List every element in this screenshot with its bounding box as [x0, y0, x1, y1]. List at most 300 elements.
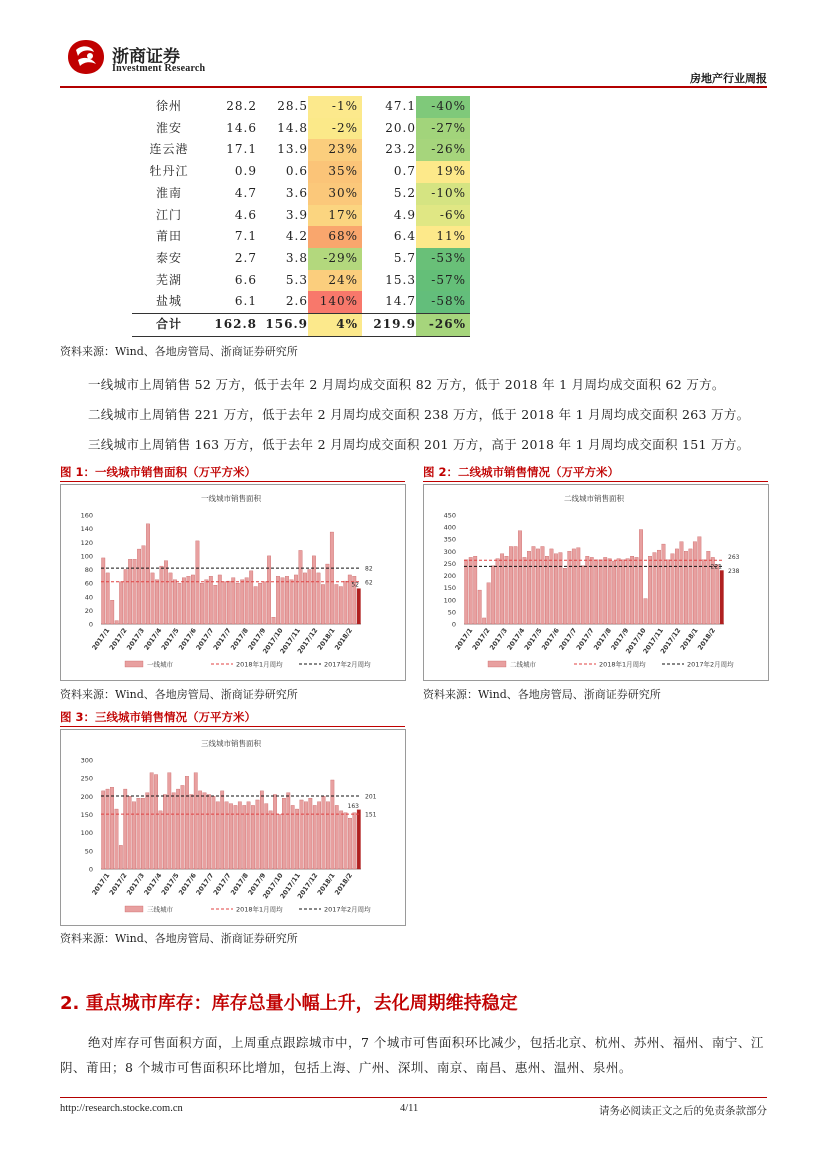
bar: [128, 796, 131, 869]
bar: [527, 551, 530, 624]
x-tick-label: 2017/8: [229, 626, 250, 652]
value-cell: 5.3: [285, 272, 308, 287]
legend-label: 2017年2月周均: [687, 660, 734, 669]
figure1-title: 图 1：一线城市销售面积（万平方米）: [60, 465, 257, 479]
bar: [554, 554, 557, 624]
change-cell: 140%: [308, 291, 362, 313]
change-cell: -27%: [416, 118, 470, 140]
x-tick-label: 2017/4: [505, 626, 527, 652]
bar: [254, 587, 257, 624]
x-tick-label: 2017/11: [278, 626, 302, 656]
y-tick-label: 0: [88, 865, 93, 874]
change-cell: -26%: [416, 314, 470, 337]
x-tick-label: 2017/5: [159, 626, 181, 652]
bar: [137, 549, 140, 624]
value-cell: 219.9: [362, 314, 416, 337]
y-tick-label: 450: [443, 511, 456, 520]
x-tick-label: 2017/1: [90, 626, 112, 652]
bar: [304, 802, 307, 869]
bar: [300, 800, 303, 869]
value-cell: 17.1: [226, 142, 257, 157]
section-heading: 2. 重点城市库存：库存总量小幅上升，去化周期维持稳定: [60, 993, 518, 1014]
bar: [684, 551, 687, 624]
x-tick-label: 2017/4: [142, 871, 164, 897]
bar: [590, 557, 593, 624]
bar: [666, 560, 669, 624]
city-name-cell: 牡丹江: [149, 164, 189, 179]
bar: [196, 541, 199, 624]
x-tick-label: 2017/12: [295, 626, 320, 656]
change-cell: -57%: [416, 270, 470, 292]
bar: [278, 815, 281, 870]
change-cell: -6%: [416, 205, 470, 227]
y-tick-label: 120: [80, 538, 93, 547]
table-row: [132, 248, 470, 270]
bar: [698, 537, 701, 624]
bar: [285, 576, 288, 624]
bar: [671, 554, 674, 624]
bar: [150, 773, 153, 869]
legend-label: 2017年2月周均: [324, 905, 371, 914]
bar: [478, 590, 481, 624]
legend-swatch: [125, 661, 143, 667]
x-tick-label: 2017/9: [609, 626, 631, 652]
bar: [317, 573, 320, 624]
bar: [263, 582, 266, 624]
y-tick-label: 100: [80, 829, 93, 838]
table-row: [132, 161, 470, 183]
figure2-chart: [423, 484, 769, 681]
figure2-title-rule: [423, 481, 768, 482]
value-cell: 47.1: [385, 99, 416, 113]
city-name-cell: 江门: [155, 207, 182, 222]
bar: [716, 565, 719, 624]
company-logo-icon: [66, 38, 106, 76]
table-row: [132, 270, 470, 292]
x-tick-label: 2017/9: [246, 626, 268, 652]
bar: [294, 575, 297, 624]
bar: [137, 798, 140, 869]
bar: [216, 802, 219, 869]
x-tick-label: 2017/10: [624, 626, 648, 656]
footer-disclaimer: 请务必阅读正文之后的免责条款部分: [599, 1105, 767, 1117]
y-tick-label: 200: [443, 572, 456, 581]
y-tick-label: 200: [80, 792, 93, 801]
city-name-cell: 淮南: [155, 185, 182, 200]
bar: [487, 583, 490, 624]
bar: [273, 795, 276, 869]
bar: [115, 809, 118, 869]
bar: [185, 776, 188, 869]
bar: [146, 793, 149, 869]
city-sales-table: [132, 96, 470, 337]
bar: [281, 578, 284, 624]
bar: [639, 530, 642, 624]
value-cell: 15.3: [385, 272, 416, 287]
table-row: [132, 96, 470, 118]
bar: [290, 580, 293, 624]
figure1-chart: [60, 484, 406, 681]
x-tick-label: 2017/5: [522, 626, 544, 652]
bar: [693, 542, 696, 624]
bar: [581, 566, 584, 624]
bar: [200, 583, 203, 624]
y-tick-label: 100: [443, 596, 456, 605]
bar: [357, 810, 360, 869]
bar: [101, 791, 104, 869]
value-cell: 4.2: [285, 229, 308, 244]
city-name-cell: 徐州: [155, 99, 182, 113]
figure3-title: 图 3：三线城市销售情况（万平方米）: [60, 710, 257, 724]
bar: [236, 583, 239, 624]
chart-title: 三线城市销售面积: [201, 739, 261, 748]
value-cell: 3.9: [285, 207, 308, 222]
bar: [276, 576, 279, 624]
x-tick-label: 2017/1: [90, 871, 112, 897]
x-tick-label: 2018/1: [678, 626, 700, 652]
bar: [178, 583, 181, 624]
bar: [482, 618, 485, 624]
table-row: [132, 205, 470, 227]
change-cell: -1%: [308, 96, 362, 118]
bar: [500, 554, 503, 624]
table-row: [132, 139, 470, 161]
y-tick-label: 40: [84, 593, 93, 602]
city-name-cell: 泰安: [155, 250, 182, 265]
value-cell: 23.2: [385, 142, 416, 157]
figure3-source: 资料来源：Wind、各地房管局、浙商证券研究所: [60, 932, 298, 945]
bar: [353, 813, 356, 869]
bar: [176, 789, 179, 869]
bar: [194, 773, 197, 869]
bar: [225, 802, 228, 869]
change-cell: 23%: [308, 139, 362, 161]
y-tick-label: 0: [88, 620, 93, 629]
bar: [612, 561, 615, 624]
bar: [203, 793, 206, 869]
x-tick-label: 2018/1: [315, 871, 337, 897]
x-tick-label: 2017/2: [470, 626, 492, 652]
legend-label: 三线城市: [147, 905, 173, 914]
city-name-cell: 莆田: [155, 229, 182, 244]
change-cell: 17%: [308, 205, 362, 227]
bar: [243, 805, 246, 869]
report-type-label: 房地产行业周报: [690, 72, 767, 85]
bar: [702, 560, 705, 624]
bar: [626, 559, 629, 624]
bar: [128, 559, 131, 624]
figure1-title-rule: [60, 481, 405, 482]
change-cell: 4%: [308, 314, 362, 337]
bar: [344, 581, 347, 624]
bar: [491, 566, 494, 624]
bar: [258, 583, 261, 624]
bar: [182, 578, 185, 624]
legend-label: 2018年1月周均: [236, 660, 283, 669]
bar: [164, 561, 167, 624]
bar: [313, 805, 316, 869]
bar: [269, 811, 272, 869]
x-tick-label: 2017/7: [574, 626, 596, 652]
company-name-cn: 浙商证券: [112, 47, 180, 67]
bar: [133, 559, 136, 624]
footer-url[interactable]: http://research.stocke.com.cn: [60, 1103, 183, 1114]
city-name-cell: 合计: [132, 314, 206, 337]
section-body: 绝对库存可售面积方面，上周重点跟踪城市中，7 个城市可售面积环比减少，包括北京、杭州、苏州、福州、南宁、江阴、莆田；8 个城市可售面积环比增加，包括上海、广州、深圳、南京、南昌、惠州、温州、泉州。: [60, 1035, 764, 1075]
x-tick-label: 2017/3: [125, 871, 146, 897]
bar: [106, 573, 109, 624]
bar: [163, 795, 166, 869]
bar: [218, 575, 221, 624]
change-cell: -58%: [416, 291, 470, 313]
value-cell: 0.7: [393, 164, 416, 179]
city-name-cell: 盐城: [155, 294, 182, 309]
chart-title: 二线城市销售面积: [564, 494, 624, 503]
x-tick-label: 2017/6: [540, 626, 561, 652]
bar: [141, 798, 144, 869]
value-cell: 0.6: [285, 164, 308, 179]
value-cell: 5.2: [393, 185, 416, 200]
change-cell: 11%: [416, 226, 470, 248]
bar: [509, 546, 512, 624]
bar: [238, 802, 241, 869]
bar: [231, 578, 234, 624]
bar: [110, 787, 113, 869]
bar: [469, 557, 472, 624]
bar: [190, 795, 193, 869]
x-tick-label: 2018/2: [333, 871, 354, 897]
value-cell: 14.8: [277, 120, 308, 135]
bar: [287, 793, 290, 869]
bar: [106, 789, 109, 869]
bar: [209, 576, 212, 624]
header-divider: [60, 86, 767, 88]
bar: [523, 557, 526, 624]
value-cell: 4.6: [234, 207, 257, 222]
value-cell: 6.6: [234, 272, 257, 287]
bar: [344, 813, 347, 869]
x-tick-label: 2017/11: [278, 871, 302, 901]
bar: [339, 811, 342, 869]
bar: [464, 560, 467, 624]
bar: [653, 553, 656, 624]
figure2-title: 图 2：二线城市销售情况（万平方米）: [423, 465, 620, 479]
bar: [514, 546, 517, 624]
bar: [256, 800, 259, 869]
change-cell: 30%: [308, 183, 362, 205]
change-cell: -53%: [416, 248, 470, 270]
company-name-en: Investment Research: [112, 63, 206, 74]
bar: [234, 805, 237, 869]
bar: [155, 580, 158, 624]
x-tick-label: 2017/7: [211, 871, 233, 897]
value-cell: 2.7: [234, 250, 257, 265]
y-tick-label: 20: [84, 606, 93, 615]
hline-label: 151: [365, 811, 377, 819]
bar: [260, 791, 263, 869]
bar: [169, 573, 172, 624]
bar: [272, 617, 275, 624]
table-row: [132, 183, 470, 205]
bar: [617, 559, 620, 624]
value-cell: 4.7: [234, 185, 257, 200]
legend-swatch: [125, 906, 143, 912]
footer-divider: [60, 1097, 767, 1098]
x-tick-label: 2018/2: [696, 626, 717, 652]
bar: [308, 570, 311, 625]
value-cell: 14.7: [385, 294, 416, 309]
change-cell: -40%: [416, 96, 470, 118]
bar: [229, 804, 232, 869]
value-cell: 5.7: [393, 250, 416, 265]
y-tick-label: 150: [443, 584, 456, 593]
change-cell: -29%: [308, 248, 362, 270]
x-tick-label: 2017/11: [641, 626, 665, 656]
paragraph-tier2: 二线城市上周销售 221 万方，低于去年 2 月周均成交面积 238 万方，低于 2018 年 1 月周均成交面积 263 万方。: [88, 407, 750, 422]
bar: [321, 584, 324, 624]
change-cell: 24%: [308, 270, 362, 292]
value-cell: 4.9: [393, 207, 416, 222]
city-name-cell: 淮安: [155, 120, 182, 135]
hline-label: 201: [365, 793, 377, 801]
value-cell: 3.6: [285, 185, 308, 200]
bar: [577, 548, 580, 624]
x-tick-label: 2017/12: [658, 626, 683, 656]
x-tick-label: 2017/3: [488, 626, 509, 652]
x-tick-label: 2018/2: [333, 626, 354, 652]
bar: [594, 560, 597, 624]
bar: [172, 793, 175, 869]
x-tick-label: 2017/1: [453, 626, 475, 652]
value-cell: 20.0: [385, 120, 416, 135]
hline-label: 62: [365, 579, 373, 587]
x-tick-label: 2017/3: [125, 626, 146, 652]
value-cell: 0.9: [234, 164, 257, 179]
bar: [151, 573, 154, 624]
bar: [168, 773, 171, 869]
bar: [265, 804, 268, 869]
legend-label: 一线城市: [147, 660, 173, 669]
value-cell: 6.1: [234, 294, 257, 309]
table-row: [132, 226, 470, 248]
last-value-label: 52: [351, 581, 359, 589]
y-tick-label: 300: [443, 547, 456, 556]
bar: [331, 780, 334, 869]
y-tick-label: 50: [84, 847, 93, 856]
x-tick-label: 2017/12: [295, 871, 320, 901]
bar: [110, 600, 113, 624]
y-tick-label: 0: [451, 620, 456, 629]
paragraph-tier3: 三线城市上周销售 163 万方，低于去年 2 月周均成交面积 201 万方，高于 2018 年 1 月周均成交面积 151 万方。: [88, 437, 750, 452]
bar: [635, 557, 638, 624]
hline-label: 82: [365, 565, 373, 573]
bar: [159, 811, 162, 869]
bar: [563, 568, 566, 624]
bar: [173, 580, 176, 624]
bar: [119, 845, 122, 869]
bar: [132, 802, 135, 869]
bar: [335, 584, 338, 624]
bar: [680, 542, 683, 624]
bar: [541, 546, 544, 624]
x-tick-label: 2018/1: [315, 626, 337, 652]
change-cell: 35%: [308, 161, 362, 183]
table-total-row: [132, 314, 470, 337]
bar: [608, 559, 611, 624]
city-name-cell: 芜湖: [155, 272, 182, 287]
y-tick-label: 50: [447, 608, 456, 617]
legend-swatch: [488, 661, 506, 667]
x-tick-label: 2017/9: [246, 871, 268, 897]
bar: [295, 809, 298, 869]
table-row: [132, 118, 470, 140]
bar: [357, 589, 360, 624]
bar: [214, 585, 217, 624]
change-cell: -10%: [416, 183, 470, 205]
bar: [603, 557, 606, 624]
bar: [317, 802, 320, 869]
page-number: 4/11: [400, 1103, 419, 1114]
bar: [291, 805, 294, 869]
bar: [312, 556, 315, 624]
bar: [621, 560, 624, 624]
bar: [115, 621, 118, 624]
bar: [559, 553, 562, 624]
bar: [644, 599, 647, 624]
y-tick-label: 350: [443, 535, 456, 544]
y-tick-label: 250: [80, 774, 93, 783]
bar: [309, 798, 312, 869]
figure1-source: 资料来源：Wind、各地房管局、浙商证券研究所: [60, 688, 298, 701]
bar: [330, 532, 333, 624]
x-tick-label: 2017/4: [142, 626, 164, 652]
bar: [205, 580, 208, 624]
y-tick-label: 250: [443, 559, 456, 568]
value-cell: 28.2: [226, 99, 257, 113]
value-cell: 6.4: [393, 229, 416, 244]
legend-label: 二线城市: [510, 660, 536, 669]
bar: [212, 796, 215, 869]
bar: [249, 571, 252, 624]
x-tick-label: 2017/10: [261, 871, 285, 901]
bar: [245, 578, 248, 624]
x-tick-label: 2017/7: [194, 871, 216, 897]
bar: [198, 791, 201, 869]
bar: [568, 551, 571, 624]
table-source: 资料来源：Wind、各地房管局、浙商证券研究所: [60, 345, 298, 358]
bar: [160, 566, 163, 624]
legend-label: 2018年1月周均: [599, 660, 646, 669]
paragraph-tier1: 一线城市上周销售 52 万方，低于去年 2 月周均成交面积 82 万方，低于 2018 年 1 月周均成交面积 62 万方。: [88, 377, 725, 392]
bar: [518, 531, 521, 624]
chart-title: 一线城市销售面积: [201, 494, 261, 503]
figure3-chart: [60, 729, 406, 926]
bar: [220, 791, 223, 869]
bar: [599, 560, 602, 624]
bar: [181, 785, 184, 869]
bar: [240, 580, 243, 624]
bar: [267, 556, 270, 624]
bar: [335, 805, 338, 869]
x-tick-label: 2017/7: [194, 626, 216, 652]
bar: [707, 551, 710, 624]
y-tick-label: 100: [80, 552, 93, 561]
x-tick-label: 2017/7: [211, 626, 233, 652]
bar: [227, 581, 230, 624]
y-tick-label: 300: [80, 756, 93, 765]
value-cell: 2.6: [285, 294, 308, 309]
bar: [657, 550, 660, 624]
